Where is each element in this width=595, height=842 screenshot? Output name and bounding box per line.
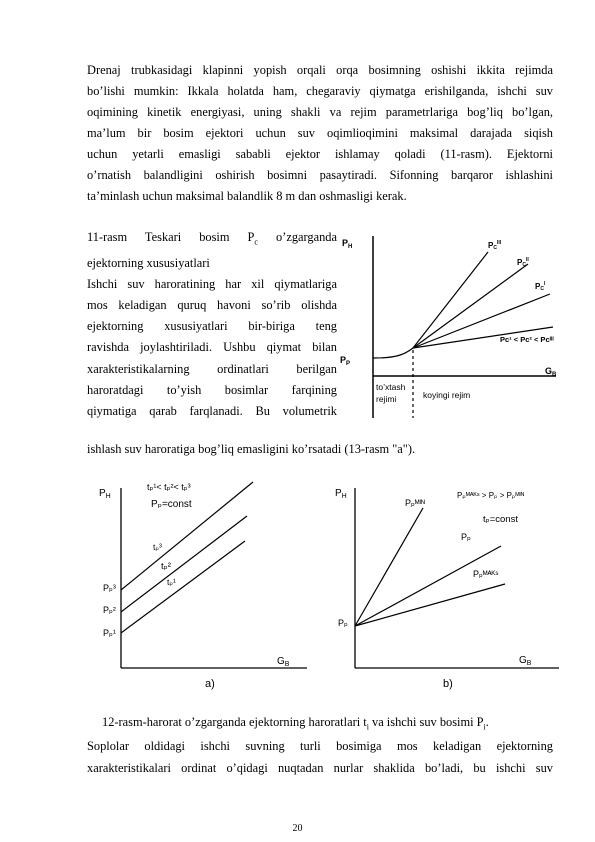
figure13a-svg (95, 478, 310, 690)
pressure-order-label: Pₚᴹᴬᴷˢ > Pₚ > Pₚᴹᴵᴺ (457, 491, 525, 500)
curve-label-pc-i: $PC^I$ (535, 281, 546, 292)
figure11-caption: 11-rasm Teskari bosim $P_c$ o’zgarganda (87, 230, 337, 247)
text-line: ejektorning xususiyatlari (87, 255, 210, 270)
line-tp2 (121, 516, 247, 612)
line-label-tp3: tₚ³ (153, 542, 162, 552)
figure13a-caption: a) (205, 678, 215, 690)
y-tick-pp2: Pₚ² (103, 605, 116, 615)
x-axis-label: $G_B$ (277, 656, 290, 668)
text-line: ravishda joylashtiriladi. Ushbu qiymat bilan (87, 340, 337, 355)
figure12-caption: 12-rasm-harorat o’zgarganda ejektorning haroratlari $t_i$ va ishchi suv bosimi $P_i$. (102, 715, 489, 732)
text-line: ejektorning xususiyatlari bir-biriga teng (87, 319, 337, 334)
y-axis-label: $P_H$ (335, 488, 347, 500)
text-line: o’rnatish balandligini oshirish bosimni pasaytiradi. Sifonning barqaror ishlashini (87, 168, 553, 182)
text-line: xarakteristikalarning ordinatlari berilgan (87, 361, 337, 376)
const-temperature-label: tₚ=const (483, 514, 518, 525)
text-line: qiymatiga qarab farqlanadi. Bu volumetrik (87, 404, 337, 419)
figure11-diagram (338, 230, 560, 420)
y-tick-pp3: Pₚ³ (103, 583, 116, 593)
text-line: xarakteristikalari ordinat o’qidagi nuqtadan nurlar shaklida bo’ladi, bu ishchi suv (87, 761, 553, 775)
origin-label: Pₚ (338, 618, 348, 628)
text-line: haroratdagi to’yish bosimlar farqining (87, 382, 337, 397)
figure11-side-text (87, 227, 337, 422)
region-label-stop-1: to’xtash (376, 382, 406, 392)
figure13a-diagram (95, 478, 310, 690)
origin-label: $P_P$ (340, 355, 351, 367)
figure13b-diagram (333, 478, 563, 690)
curve-label-pc-iii: $PC^{III}$ (488, 240, 502, 251)
line-label-tp2: tₚ² (161, 561, 171, 572)
x-axis-label: $G_B$ (519, 655, 532, 667)
line-pp (355, 546, 501, 626)
line-label-pp-min: Pₚᴹᴵᴺ (405, 498, 425, 508)
figure11-svg (338, 230, 560, 420)
text-line: uchun yetarli emasligi sababli ejektor ishlamay qoladi (11-rasm). Ejektorni (87, 147, 553, 161)
text-line: mos keladigan quruq havoni so’rib olishda (87, 298, 337, 313)
curve-label-pc-ii: $PC^{II}$ (517, 257, 529, 268)
text-line: ma’lum bir bosim ejektori uchun suv oqimlioqimini maksimal darajada siqish (87, 126, 553, 140)
text-line: Ishchi suv haroratining har xil qiymatlariga (87, 276, 337, 291)
text-line: oqimining kinetik energiyasi, uning shakli va rejim parametrlariga bog’liq bo’lgan, (87, 105, 553, 119)
y-axis-label: $P_H$ (342, 238, 353, 250)
text-line: ta’minlash uchun maksimal balandlik 8 m dan oshmasligi kerak. (87, 189, 407, 203)
text-line: bo’lishi mumkin: Ikkala holatda ham, chegaraviy qiymatga erishilganda, ishchi suv (87, 84, 553, 98)
line-pp-min (355, 508, 423, 626)
line-label-pp: Pₚ (461, 532, 471, 542)
line-label-pp-maks: Pₚᴹᴬᴷˢ (473, 569, 499, 579)
line-pp-maks (355, 584, 505, 626)
paragraph-intro (87, 60, 553, 207)
temperature-order-label: tₚ¹< tₚ²< tₚ³ (147, 482, 191, 492)
text-line: Soplolar oldidagi ishchi suvning turli bosimiga mos keladigan ejektorning (87, 739, 553, 753)
y-tick-pp1: Pₚ¹ (103, 628, 116, 638)
line-label-tp1: tₚ¹ (167, 577, 176, 587)
region-label-next: koyingi rejim (423, 390, 471, 400)
paragraph-nozzles (87, 735, 553, 779)
text-line: ishlash suv haroratiga bog’liq emasligini ko’rsatadi (13-rasm "a"). (87, 442, 416, 456)
inequality-label: Pc¹ < Pc² < Pcᴵᴵᴵ (500, 335, 554, 344)
const-pressure-label: Pₚ=const (151, 499, 192, 510)
region-label-stop-2: rejimi (376, 394, 397, 404)
x-axis-label: $G_B$ (545, 366, 557, 378)
figure13b-svg (333, 478, 563, 690)
y-axis-label: $P_H$ (99, 488, 111, 500)
curve-pc-iii (373, 252, 488, 358)
page-number: 20 (292, 823, 303, 834)
text-line: Drenaj trubkasidagi klapinni yopish orqali orqa bosimning oshishi ikkita rejimda (87, 63, 553, 77)
line-tp1 (121, 541, 245, 633)
figure13b-caption: b) (443, 678, 453, 690)
